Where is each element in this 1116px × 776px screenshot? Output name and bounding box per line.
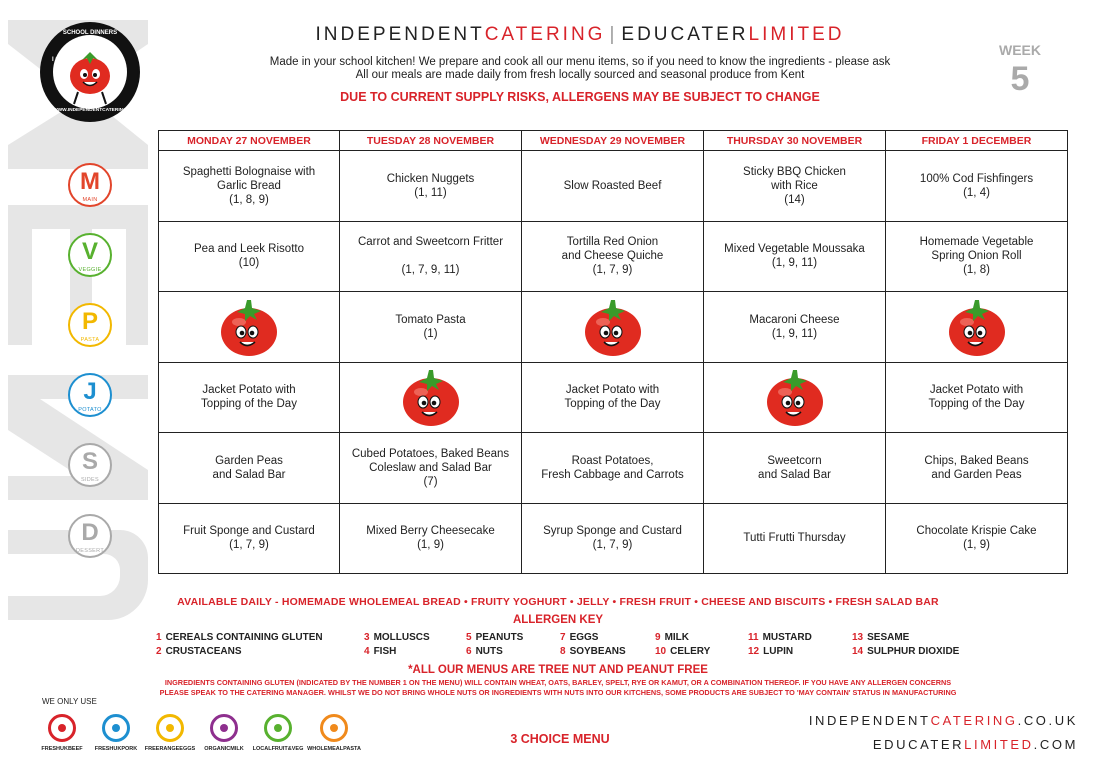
brand-independent: INDEPENDENT [315, 24, 485, 45]
site2-limited: LIMITED [964, 737, 1034, 752]
menu-cell [522, 503, 704, 574]
allergen-name: PEANUTS [475, 632, 524, 643]
allergen-codes: (1, 4) [963, 186, 990, 199]
category-letter: D [81, 519, 99, 546]
dish-line: Topping of the Day [564, 398, 661, 411]
allergen-number: 12 [748, 646, 760, 657]
category-badge-dessert [68, 514, 112, 558]
brand-limited: LIMITED [748, 24, 845, 45]
allergen-number: 14 [852, 646, 864, 657]
category-badge-main [68, 163, 112, 207]
dish-line: Homemade Vegetable [919, 236, 1034, 249]
dish-line: Slow Roasted Beef [563, 179, 662, 192]
supply-warning: DUE TO CURRENT SUPPLY RISKS, ALLERGENS MAY BE SUBJECT TO CHANGE [340, 90, 820, 104]
menu-cell [340, 292, 522, 363]
allergen-name: MOLLUSCS [373, 632, 430, 643]
menu-cell [522, 362, 704, 433]
sourcing-badge [306, 714, 362, 752]
dish-line: and Cheese Quiche [561, 250, 664, 263]
allergen-codes: (14) [784, 193, 805, 206]
intro-line-2: All our meals are made daily from fresh locally sourced and seasonal produce from Kent [355, 69, 805, 81]
allergen-number: 4 [364, 646, 370, 657]
allergen-number: 9 [655, 632, 661, 643]
allergen-name: FISH [373, 646, 397, 657]
sourcing-label: LOCALFRUIT&VEG [252, 746, 304, 752]
menu-cell [886, 151, 1068, 222]
allergen-codes: (7) [423, 475, 438, 488]
tomato-mascot-icon [886, 292, 1068, 363]
we-only-use-label: WE ONLY USE [42, 697, 97, 706]
allergen-name: SULPHUR DIOXIDE [867, 646, 960, 657]
dish-line: Chips, Baked Beans [924, 454, 1029, 467]
sourcing-label: WHOLEMEALPASTA [307, 746, 361, 752]
menu-cell [886, 362, 1068, 433]
category-word: POTATO [78, 407, 102, 413]
day-header-monday: MONDAY 27 NOVEMBER [159, 131, 340, 151]
logo-bottom-text: WWW.INDEPENDENTCATERING [53, 108, 127, 113]
dish-line: Garlic Bread [217, 179, 281, 192]
apple-icon [264, 714, 292, 742]
site2-educater: EDUCATER [872, 737, 965, 752]
category-badge-potato [68, 373, 112, 417]
allergen-number: 8 [560, 646, 566, 657]
available-daily: AVAILABLE DAILY - HOMEMADE WHOLEMEAL BREAD • FRUITY YOGHURT • JELLY • FRESH FRUIT • CHEESE AND BISCUITS • FRESH SALAD BAR [177, 596, 939, 608]
dish-line: Roast Potatoes, [571, 454, 654, 467]
allergen-item [852, 646, 959, 657]
allergen-item [364, 646, 396, 657]
menu-cell [886, 503, 1068, 574]
dish-line: Mixed Vegetable Moussaka [724, 243, 865, 256]
menu-row-potato [159, 362, 1068, 433]
allergen-key-title: ALLERGEN KEY [512, 614, 604, 626]
logo-top-text: SCHOOL DINNERS [62, 30, 118, 36]
dish-line: Spaghetti Bolognaise with [182, 165, 316, 178]
menu-row-main [159, 151, 1068, 222]
dish-line: Garden Peas [215, 454, 283, 467]
allergen-item [560, 646, 626, 657]
category-badge-sides [68, 443, 112, 487]
allergen-codes: (1, 7, 9, 11) [401, 264, 460, 277]
dish-line: Chicken Nuggets [386, 172, 475, 185]
menu-cell [522, 151, 704, 222]
allergen-item [364, 632, 430, 643]
intro-line-1: Made in your school kitchen! We prepare and cook all our menu items, so if you need to know the ingredients - please ask [269, 56, 891, 68]
dish-line: Fruit Sponge and Custard [183, 525, 315, 538]
dish-line [344, 249, 517, 263]
pig-icon [102, 714, 130, 742]
website-educater-limited[interactable] [873, 737, 1078, 752]
sourcing-badge [34, 714, 90, 752]
day-header-tuesday: TUESDAY 28 NOVEMBER [340, 131, 522, 151]
logo-side-text: .CO.UK [116, 68, 122, 86]
dish-line: Tutti Frutti Thursday [743, 532, 846, 545]
menu-cell [159, 362, 340, 433]
allergen-number: 3 [364, 632, 370, 643]
menu-cell [704, 221, 886, 292]
menu-cell [704, 151, 886, 222]
category-word: SIDES [80, 477, 99, 483]
tomato-mascot-icon [159, 292, 340, 363]
dish-line: Sweetcorn [767, 454, 822, 467]
menu-cell [704, 433, 886, 504]
dish-line: Syrup Sponge and Custard [543, 525, 682, 538]
category-badge-pasta [68, 303, 112, 347]
week-label: WEEK [999, 42, 1041, 58]
cow-icon [48, 714, 76, 742]
category-letter: P [81, 308, 98, 335]
allergen-item [852, 632, 909, 643]
dish-line: Topping of the Day [928, 398, 1025, 411]
gluten-note-line-1: INGREDIENTS CONTAINING GLUTEN (INDICATED BY THE NUMBER 1 ON THE MENU) WILL CONTAIN WHEAT, OATS, BARLEY, SPELT, RYE OR KAMUT, OR A COMBINATION THEREOF. IF YOU HAVE ANY ALLERGEN CONCERNS [164, 678, 952, 687]
brand-title [200, 24, 960, 46]
dish-line: Carrot and Sweetcorn Fritter [357, 236, 504, 249]
allergen-codes: (1, 11) [414, 186, 447, 199]
day-header-thursday: THURSDAY 30 NOVEMBER [704, 131, 886, 151]
allergen-codes: (1, 9) [963, 539, 990, 552]
allergen-item [748, 632, 812, 643]
allergen-codes: (1, 8, 9) [229, 193, 269, 206]
allergen-name: CRUSTACEANS [165, 646, 242, 657]
allergen-codes: (1, 7, 9) [592, 264, 633, 277]
allergen-name: NUTS [475, 646, 503, 657]
sourcing-label: FRESHUKBEEF [41, 746, 83, 752]
tomato-mascot-icon [704, 362, 886, 433]
menu-cell [522, 433, 704, 504]
dish-line: and Garden Peas [931, 468, 1022, 481]
sourcing-label: FREERANGEEGGS [144, 746, 196, 752]
category-word: MAIN [82, 197, 98, 203]
dish-line: Spring Onion Roll [931, 250, 1022, 263]
allergen-name: LUPIN [763, 646, 794, 657]
category-letter: J [83, 378, 97, 405]
menu-cell [704, 292, 886, 363]
allergen-codes: (1) [423, 327, 438, 340]
allergen-codes: (1, 9, 11) [771, 327, 818, 340]
allergen-name: MUSTARD [762, 632, 812, 643]
dish-line: Sticky BBQ Chicken [743, 165, 846, 178]
logo-love-text: I ❤ [52, 57, 61, 63]
school-dinners-logo [40, 22, 140, 122]
dish-line: Macaroni Cheese [749, 313, 840, 326]
allergen-number: 10 [655, 646, 667, 657]
milk-icon [210, 714, 238, 742]
menu-cell [886, 433, 1068, 504]
dish-line: and Salad Bar [212, 468, 286, 481]
day-header-wednesday: WEDNESDAY 29 NOVEMBER [522, 131, 704, 151]
dish-line: Fresh Cabbage and Carrots [541, 468, 684, 481]
day-header-friday: FRIDAY 1 DECEMBER [886, 131, 1068, 151]
allergen-item [655, 632, 689, 643]
category-letter: M [80, 168, 100, 195]
brand-separator: | [609, 24, 618, 45]
chicken-icon [156, 714, 184, 742]
category-word: PASTA [80, 337, 100, 343]
allergen-number: 11 [748, 632, 759, 643]
sourcing-label: ORGANICMILK [204, 746, 244, 752]
allergen-name: MILK [664, 632, 690, 643]
menu-cell [340, 151, 522, 222]
dish-line: Jacket Potato with [202, 384, 296, 397]
allergen-name: CELERY [670, 646, 711, 657]
site1-catering: CATERING [930, 713, 1018, 728]
dish-line: and Salad Bar [758, 468, 831, 481]
category-word: VEGGIE [78, 267, 102, 273]
allergen-item [748, 646, 793, 657]
allergen-codes: (10) [238, 257, 260, 270]
sourcing-badge [88, 714, 144, 752]
menu-row-pasta [159, 292, 1068, 363]
dish-line: Mixed Berry Cheesecake [366, 525, 495, 538]
category-word: DESSERT [76, 548, 104, 554]
dish-line: 100% Cod Fishfingers [919, 172, 1034, 185]
sourcing-badge [196, 714, 252, 752]
menu-cell [522, 221, 704, 292]
dish-line: Jacket Potato with [929, 384, 1024, 397]
tomato-mascot-icon [340, 362, 522, 433]
allergen-number: 6 [466, 646, 472, 657]
menu-cell [340, 503, 522, 574]
three-choice-menu: 3 CHOICE MENU [510, 732, 610, 746]
tree-nut-notice: *ALL OUR MENUS ARE TREE NUT AND PEANUT FREE [408, 664, 708, 676]
menu-cell [159, 221, 340, 292]
sourcing-badge [250, 714, 306, 752]
menu-row-dessert [159, 503, 1068, 574]
menu-cell [704, 503, 886, 574]
dish-line: Coleslaw and Salad Bar [369, 461, 492, 474]
site1-independent: INDEPENDENT [808, 713, 931, 728]
dish-line: with Rice [771, 179, 818, 192]
brand-educater: EDUCATER [621, 24, 749, 45]
allergen-item [466, 646, 503, 657]
website-independent-catering[interactable] [809, 713, 1078, 728]
dish-line: Cubed Potatoes, Baked Beans [351, 447, 510, 460]
allergen-item [156, 632, 323, 643]
menu-cell [159, 433, 340, 504]
allergen-codes: (1, 9, 11) [771, 257, 818, 270]
dish-line: Jacket Potato with [565, 384, 660, 397]
dish-line: Chocolate Krispie Cake [916, 525, 1037, 538]
dish-line: Pea and Leek Risotto [194, 243, 304, 256]
allergen-name: SESAME [867, 632, 910, 643]
menu-cell [159, 503, 340, 574]
wheat-icon [320, 714, 348, 742]
allergen-number: 13 [852, 632, 864, 643]
dish-line: Tomato Pasta [395, 313, 466, 326]
menu-cell [159, 151, 340, 222]
site1-domain: .CO.UK [1017, 713, 1078, 728]
allergen-codes: (1, 9) [417, 539, 444, 552]
brand-catering: CATERING [484, 24, 606, 45]
allergen-name: CEREALS CONTAINING GLUTEN [165, 632, 323, 643]
allergen-item [156, 646, 242, 657]
allergen-number: 7 [560, 632, 566, 643]
allergen-name: EGGS [569, 632, 599, 643]
allergen-codes: (1, 7, 9) [229, 539, 269, 552]
allergen-item [560, 632, 598, 643]
dish-line: Topping of the Day [201, 398, 297, 411]
allergen-item [655, 646, 710, 657]
allergen-item [466, 632, 523, 643]
allergen-number: 5 [466, 632, 472, 643]
dish-line: Tortilla Red Onion [566, 236, 659, 249]
allergen-codes: (1, 7, 9) [592, 539, 633, 552]
category-badge-veggie [68, 233, 112, 277]
menu-table [158, 130, 1068, 574]
site2-domain: .COM [1033, 737, 1078, 752]
tomato-mascot-icon [522, 292, 704, 363]
category-letter: V [81, 238, 98, 265]
allergen-name: SOYBEANS [569, 646, 626, 657]
menu-row-sides [159, 433, 1068, 504]
menu-row-veggie [159, 221, 1068, 292]
menu-cell [340, 221, 522, 292]
category-letter: S [81, 448, 98, 475]
allergen-number: 1 [156, 632, 162, 643]
menu-cell [886, 221, 1068, 292]
allergen-number: 2 [156, 646, 162, 657]
sourcing-badge [142, 714, 198, 752]
gluten-note-line-2: PLEASE SPEAK TO THE CATERING MANAGER. WHILST WE DO NOT BRING WHOLE NUTS OR INGREDIENTS WITH NUTS INTO OUR KITCHENS, SOME PRODUCTS ARE SUBJECT TO 'MAY CONTAIN' STATUS IN MANUFACTURING [159, 688, 957, 697]
day-header-row [159, 131, 1068, 151]
sourcing-label: FRESHUKPORK [94, 746, 138, 752]
menu-cell [340, 433, 522, 504]
week-number: 5 [1010, 60, 1030, 98]
allergen-codes: (1, 8) [963, 264, 990, 277]
